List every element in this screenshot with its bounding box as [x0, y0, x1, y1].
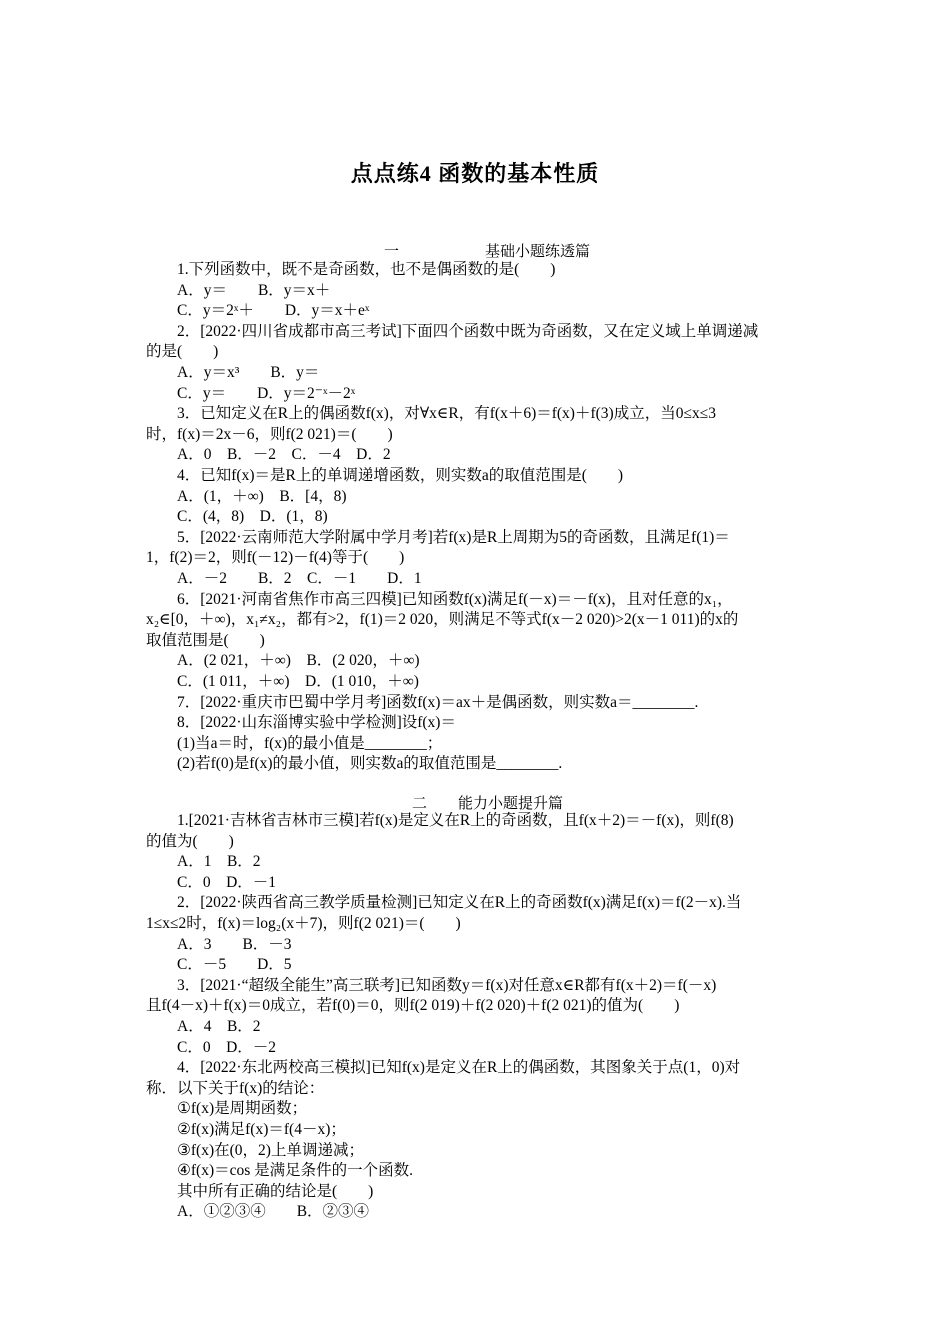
text-line: ②f(x)满足f(x)＝f(4－x)； — [177, 1121, 346, 1138]
text-line: 3．[2021·“超级全能生”高三联考]已知函数y＝f(x)对任意x∈R都有f(x＋2)＝f(－x) — [177, 976, 717, 994]
text-line: A．(1，＋∞) B．[4，8) — [177, 487, 347, 505]
text-line: C．0 D．－1 — [177, 873, 277, 891]
text-line: 3．已知定义在R上的偶函数f(x)，对∀x∈R，有f(x＋6)＝f(x)＋f(3)成立，当0≤x≤3 — [177, 405, 716, 423]
text-line: ③f(x)在(0，2)上单调递减； — [177, 1141, 364, 1159]
text-line: 时，f(x)＝2x－6，则f(2 021)＝( ) — [146, 425, 393, 443]
text-line: A．3 B．－3 — [177, 935, 292, 953]
text-line: C．y＝ D．y＝2⁻ˣ－2ˣ — [177, 384, 356, 402]
text-line: A．y＝x³ B．y＝ — [177, 364, 320, 381]
section-1-number: 一 — [384, 244, 400, 260]
text-line: A．①②③④ B．②③④ — [177, 1203, 370, 1221]
text-line: 1.下列函数中，既不是奇函数，也不是偶函数的是( ) — [177, 261, 556, 278]
text-line: 1.[2021·吉林省吉林市三模]若f(x)是定义在R上的奇函数，且f(x＋2)＝－f(x)，则f(8) — [177, 812, 734, 829]
text-line: A．1 B．2 — [177, 853, 261, 871]
text-line: 4．[2022·东北两校高三模拟]已知f(x)是定义在R上的偶函数，其图象关于点(1，0)对 — [177, 1059, 741, 1077]
section-2-heading: 能力小题提升篇 — [458, 796, 564, 812]
text-line: A．y＝ B．y＝x＋ — [177, 281, 331, 299]
text-line: C．y＝2ˣ＋ D．y＝x＋eˣ — [177, 302, 370, 320]
text-line: 2．[2022·四川省成都市高三考试]下面四个函数中既为奇函数，又在定义域上单调递减 — [177, 322, 759, 340]
text-line: x₂∈[0，＋∞)，x₁≠x₂，都有>2，f(1)＝2 020，则满足不等式f(x－2 020)>2(x－1 011)的x的 — [146, 611, 739, 629]
text-line: 8．[2022·山东淄博实验中学检测]设f(x)＝ — [177, 714, 456, 732]
text-line: C．(1 011，＋∞) D．(1 010，＋∞) — [177, 673, 419, 690]
text-line: C．0 D．－2 — [177, 1038, 277, 1056]
text-line: 2．[2022·陕西省高三教学质量检测]已知定义在R上的奇函数f(x)满足f(x)＝f(2－x).当 — [177, 894, 742, 912]
text-line: (1)当a＝时，f(x)的最小值是________； — [177, 734, 443, 752]
text-line: 的是( ) — [146, 343, 219, 361]
text-line: C．(4，8) D．(1，8) — [177, 508, 328, 526]
text-line: 4．已知f(x)＝是R上的单调递增函数，则实数a的取值范围是( ) — [177, 467, 624, 484]
text-line: 7．[2022·重庆市巴蜀中学月考]函数f(x)＝ax＋是偶函数，则实数a＝________. — [177, 693, 699, 711]
text-line: A．(2 021，＋∞) B．(2 020，＋∞) — [177, 652, 420, 670]
text-line: 5．[2022·云南师范大学附属中学月考]若f(x)是R上周期为5的奇函数，且满足f(1)＝ — [177, 528, 730, 546]
text-line: A．4 B．2 — [177, 1018, 261, 1035]
text-line: 其中所有正确的结论是( ) — [177, 1182, 374, 1200]
text-line: 称．以下关于f(x)的结论： — [146, 1079, 325, 1097]
text-line: ④f(x)＝cos 是满足条件的一个函数. — [177, 1162, 414, 1180]
text-line: A．－2 B．2 C．－1 D．1 — [177, 570, 422, 587]
text-line: A．0 B．－2 C．－4 D．2 — [177, 446, 391, 464]
section-2-number: 二 — [412, 796, 428, 812]
section-1-heading: 基础小题练透篇 — [485, 244, 591, 260]
text-line: ①f(x)是周期函数； — [177, 1100, 308, 1118]
page-title: 点点练4 函数的基本性质 — [350, 161, 600, 186]
text-line: 取值范围是( ) — [146, 631, 265, 649]
text-line: 6．[2021·河南省焦作市高三四模]已知函数f(x)满足f(－x)＝－f(x)，且对任意的x₁， — [177, 590, 733, 608]
text-line: 1≤x≤2时，f(x)＝log₂(x＋7)，则f(2 021)＝( ) — [146, 915, 461, 932]
text-line: (2)若f(0)是f(x)的最小值，则实数a的取值范围是________. — [177, 755, 563, 773]
text-line: 1，f(2)＝2，则f(－12)－f(4)等于( ) — [146, 549, 405, 567]
text-line: 且f(4－x)＋f(x)＝0成立，若f(0)＝0，则f(2 019)＋f(2 020)＋f(2 021)的值为( ) — [146, 997, 680, 1015]
text-line: C．－5 D．5 — [177, 956, 292, 974]
text-line: 的值为( ) — [146, 832, 234, 850]
